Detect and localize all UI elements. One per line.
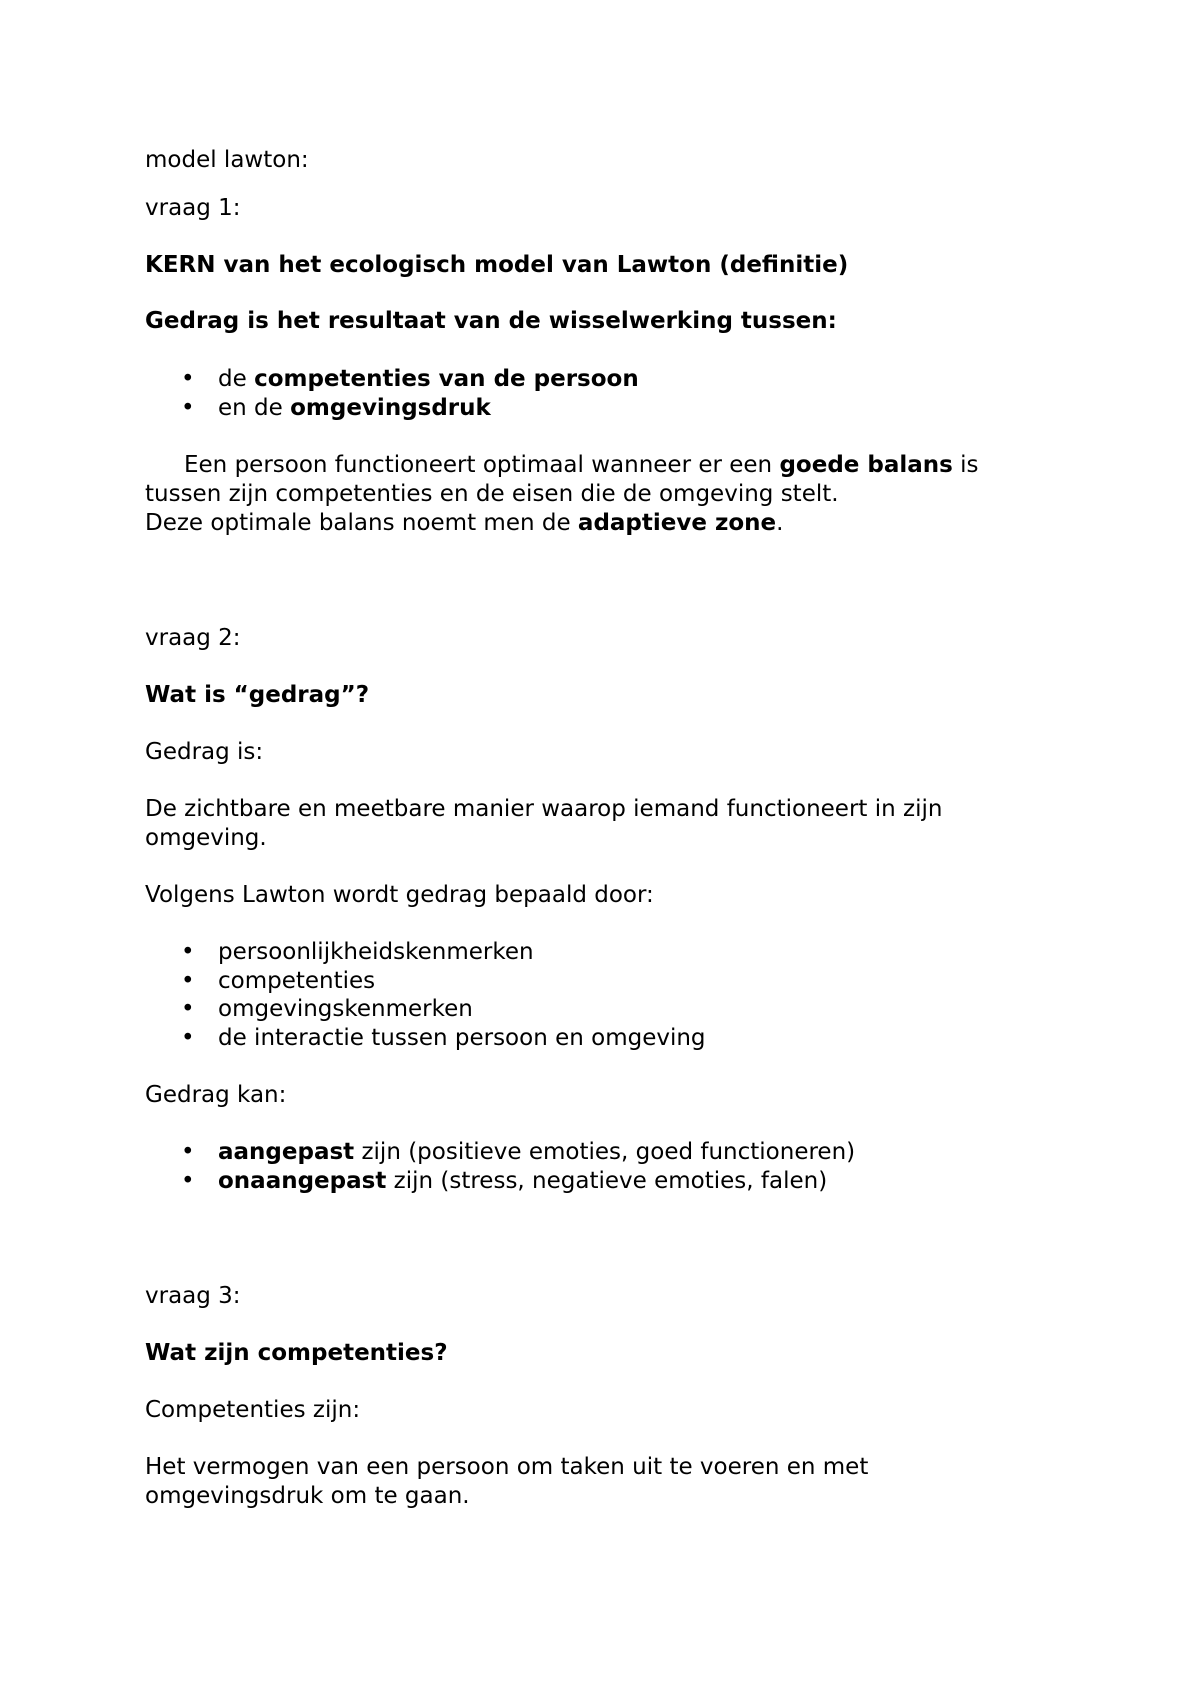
question-3-intro: Competenties zijn: bbox=[145, 1397, 361, 1423]
question-1-label: vraag 1: bbox=[145, 195, 241, 221]
bullet-icon: • bbox=[181, 968, 195, 994]
list-item-bold: onaangepast bbox=[218, 1168, 387, 1194]
question-1-subheading: Gedrag is het resultaat van de wisselwerking tussen: bbox=[145, 308, 837, 334]
paragraph-line: Het vermogen van een persoon om taken uit te voeren en met bbox=[145, 1454, 869, 1480]
paragraph-line: omgevingsdruk om te gaan. bbox=[145, 1483, 470, 1509]
question-3-label: vraag 3: bbox=[145, 1283, 241, 1309]
bullet-icon: • bbox=[181, 1025, 195, 1051]
list-item-text: en de bbox=[218, 395, 291, 421]
question-3-heading: Wat zijn competenties? bbox=[145, 1340, 448, 1366]
paragraph-line: Deze optimale balans noemt men de adaptieve zone. bbox=[145, 510, 784, 536]
list-item-text: persoonlijkheidskenmerken bbox=[218, 939, 534, 965]
list-item-text: de bbox=[218, 366, 255, 392]
paragraph-line: Een persoon functioneert optimaal wanneer er een goede balans is bbox=[184, 452, 979, 478]
list-item-text: competenties bbox=[218, 968, 376, 994]
bullet-icon: • bbox=[181, 996, 195, 1022]
bullet-icon: • bbox=[181, 395, 195, 421]
list-item-text: de interactie tussen persoon en omgeving bbox=[218, 1025, 706, 1051]
list-item-text: omgevingskenmerken bbox=[218, 996, 473, 1022]
list-item-bold: competenties van de persoon bbox=[254, 366, 639, 392]
list-item-bold: aangepast bbox=[218, 1139, 355, 1165]
bold-term: goede balans bbox=[779, 452, 953, 478]
paragraph-line: Gedrag kan: bbox=[145, 1082, 287, 1108]
list-item-bold: omgevingsdruk bbox=[290, 395, 491, 421]
question-2-intro: Gedrag is: bbox=[145, 739, 264, 765]
paragraph-line: Volgens Lawton wordt gedrag bepaald door: bbox=[145, 882, 654, 908]
paragraph-line: tussen zijn competenties en de eisen die de omgeving stelt. bbox=[145, 481, 839, 507]
question-1-heading: KERN van het ecologisch model van Lawton (definitie) bbox=[145, 252, 849, 278]
list-item-text: zijn (stress, negatieve emoties, falen) bbox=[386, 1168, 828, 1194]
list-item-text: zijn (positieve emoties, goed functioneren) bbox=[354, 1139, 856, 1165]
bold-term: adaptieve zone bbox=[577, 510, 777, 536]
bullet-icon: • bbox=[181, 366, 195, 392]
bullet-icon: • bbox=[181, 939, 195, 965]
question-2-label: vraag 2: bbox=[145, 625, 241, 651]
bullet-icon: • bbox=[181, 1139, 195, 1165]
question-2-heading: Wat is “gedrag”? bbox=[145, 682, 370, 708]
paragraph-line: De zichtbare en meetbare manier waarop iemand functioneert in zijn bbox=[145, 796, 943, 822]
bullet-icon: • bbox=[181, 1168, 195, 1194]
document-title: model lawton: bbox=[145, 147, 309, 173]
paragraph-line: omgeving. bbox=[145, 825, 267, 851]
